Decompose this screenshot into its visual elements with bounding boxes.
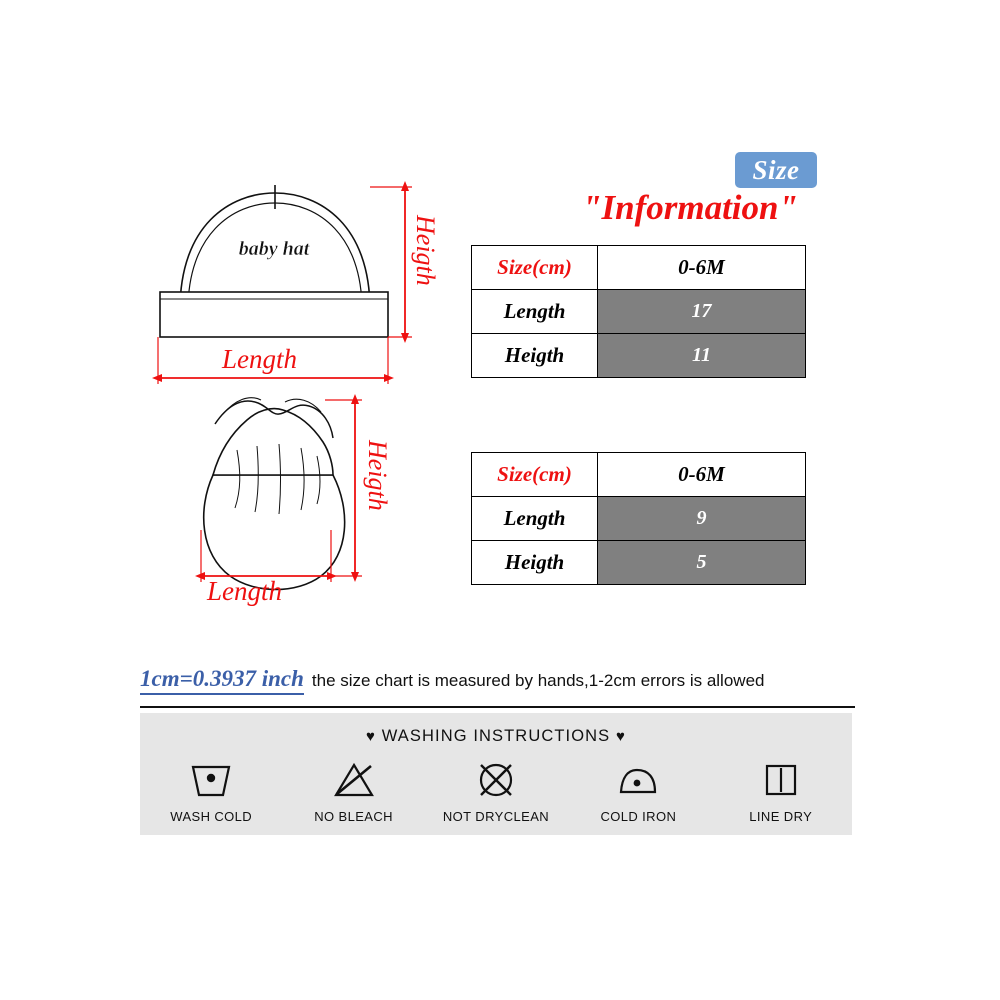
mitten-size-table — [471, 452, 806, 585]
row-label-length: Length — [472, 497, 598, 541]
washing-item-line-dry — [715, 757, 847, 824]
washing-item-cold-iron — [572, 757, 704, 824]
washing-label: WASH COLD — [170, 809, 253, 824]
mitten-height-label: Heigth — [363, 440, 392, 511]
not-dryclean-icon — [473, 757, 519, 803]
washing-title-text: WASHING INSTRUCTIONS — [381, 727, 611, 745]
hat-brand-text: baby hat — [238, 238, 310, 260]
size-badge: Size — [735, 152, 817, 188]
table-row — [472, 290, 806, 334]
cold-iron-icon — [615, 757, 661, 803]
row-label-length: Length — [472, 290, 598, 334]
heart-icon-right: ♥ — [615, 728, 626, 745]
table-header-age: 0-6M — [598, 453, 806, 497]
row-value-length: 9 — [598, 497, 806, 541]
row-value-length: 17 — [598, 290, 806, 334]
hat-height-label: Heigth — [411, 215, 440, 286]
hat-size-table — [471, 245, 806, 378]
table-row — [472, 497, 806, 541]
table-header-size: Size(cm) — [472, 453, 598, 497]
measurement-disclaimer: the size chart is measured by hands,1-2cm errors is allowed — [311, 671, 765, 690]
mitten-length-label: Length — [207, 576, 283, 606]
washing-item-not-dryclean — [430, 757, 562, 824]
measurement-note — [140, 666, 855, 700]
table-row — [472, 453, 806, 497]
unit-conversion-text: 1cm=0.3937 inch — [140, 666, 304, 695]
page-title: "Information" — [582, 188, 798, 227]
washing-item-wash-cold — [145, 757, 277, 824]
table-header-age: 0-6M — [598, 246, 806, 290]
row-value-heigth: 5 — [598, 541, 806, 585]
hat-length-label: Length — [222, 344, 298, 374]
washing-label: NOT DRYCLEAN — [442, 809, 550, 824]
washing-label: NO BLEACH — [314, 809, 393, 824]
washing-item-no-bleach — [288, 757, 420, 824]
divider — [140, 706, 855, 708]
table-header-size: Size(cm) — [472, 246, 598, 290]
washing-icon-row — [140, 757, 852, 824]
washing-label: LINE DRY — [749, 809, 813, 824]
washing-label: COLD IRON — [600, 809, 677, 824]
heart-icon-left: ♥ — [366, 728, 377, 745]
row-label-heigth: Heigth — [472, 541, 598, 585]
washing-instructions-panel — [140, 713, 852, 835]
table-row — [472, 246, 806, 290]
row-value-heigth: 11 — [598, 334, 806, 378]
line-dry-icon — [758, 757, 804, 803]
row-label-heigth: Heigth — [472, 334, 598, 378]
wash-cold-icon — [188, 757, 234, 803]
washing-instructions-title — [140, 727, 852, 746]
no-bleach-icon — [331, 757, 377, 803]
table-row — [472, 334, 806, 378]
table-row — [472, 541, 806, 585]
